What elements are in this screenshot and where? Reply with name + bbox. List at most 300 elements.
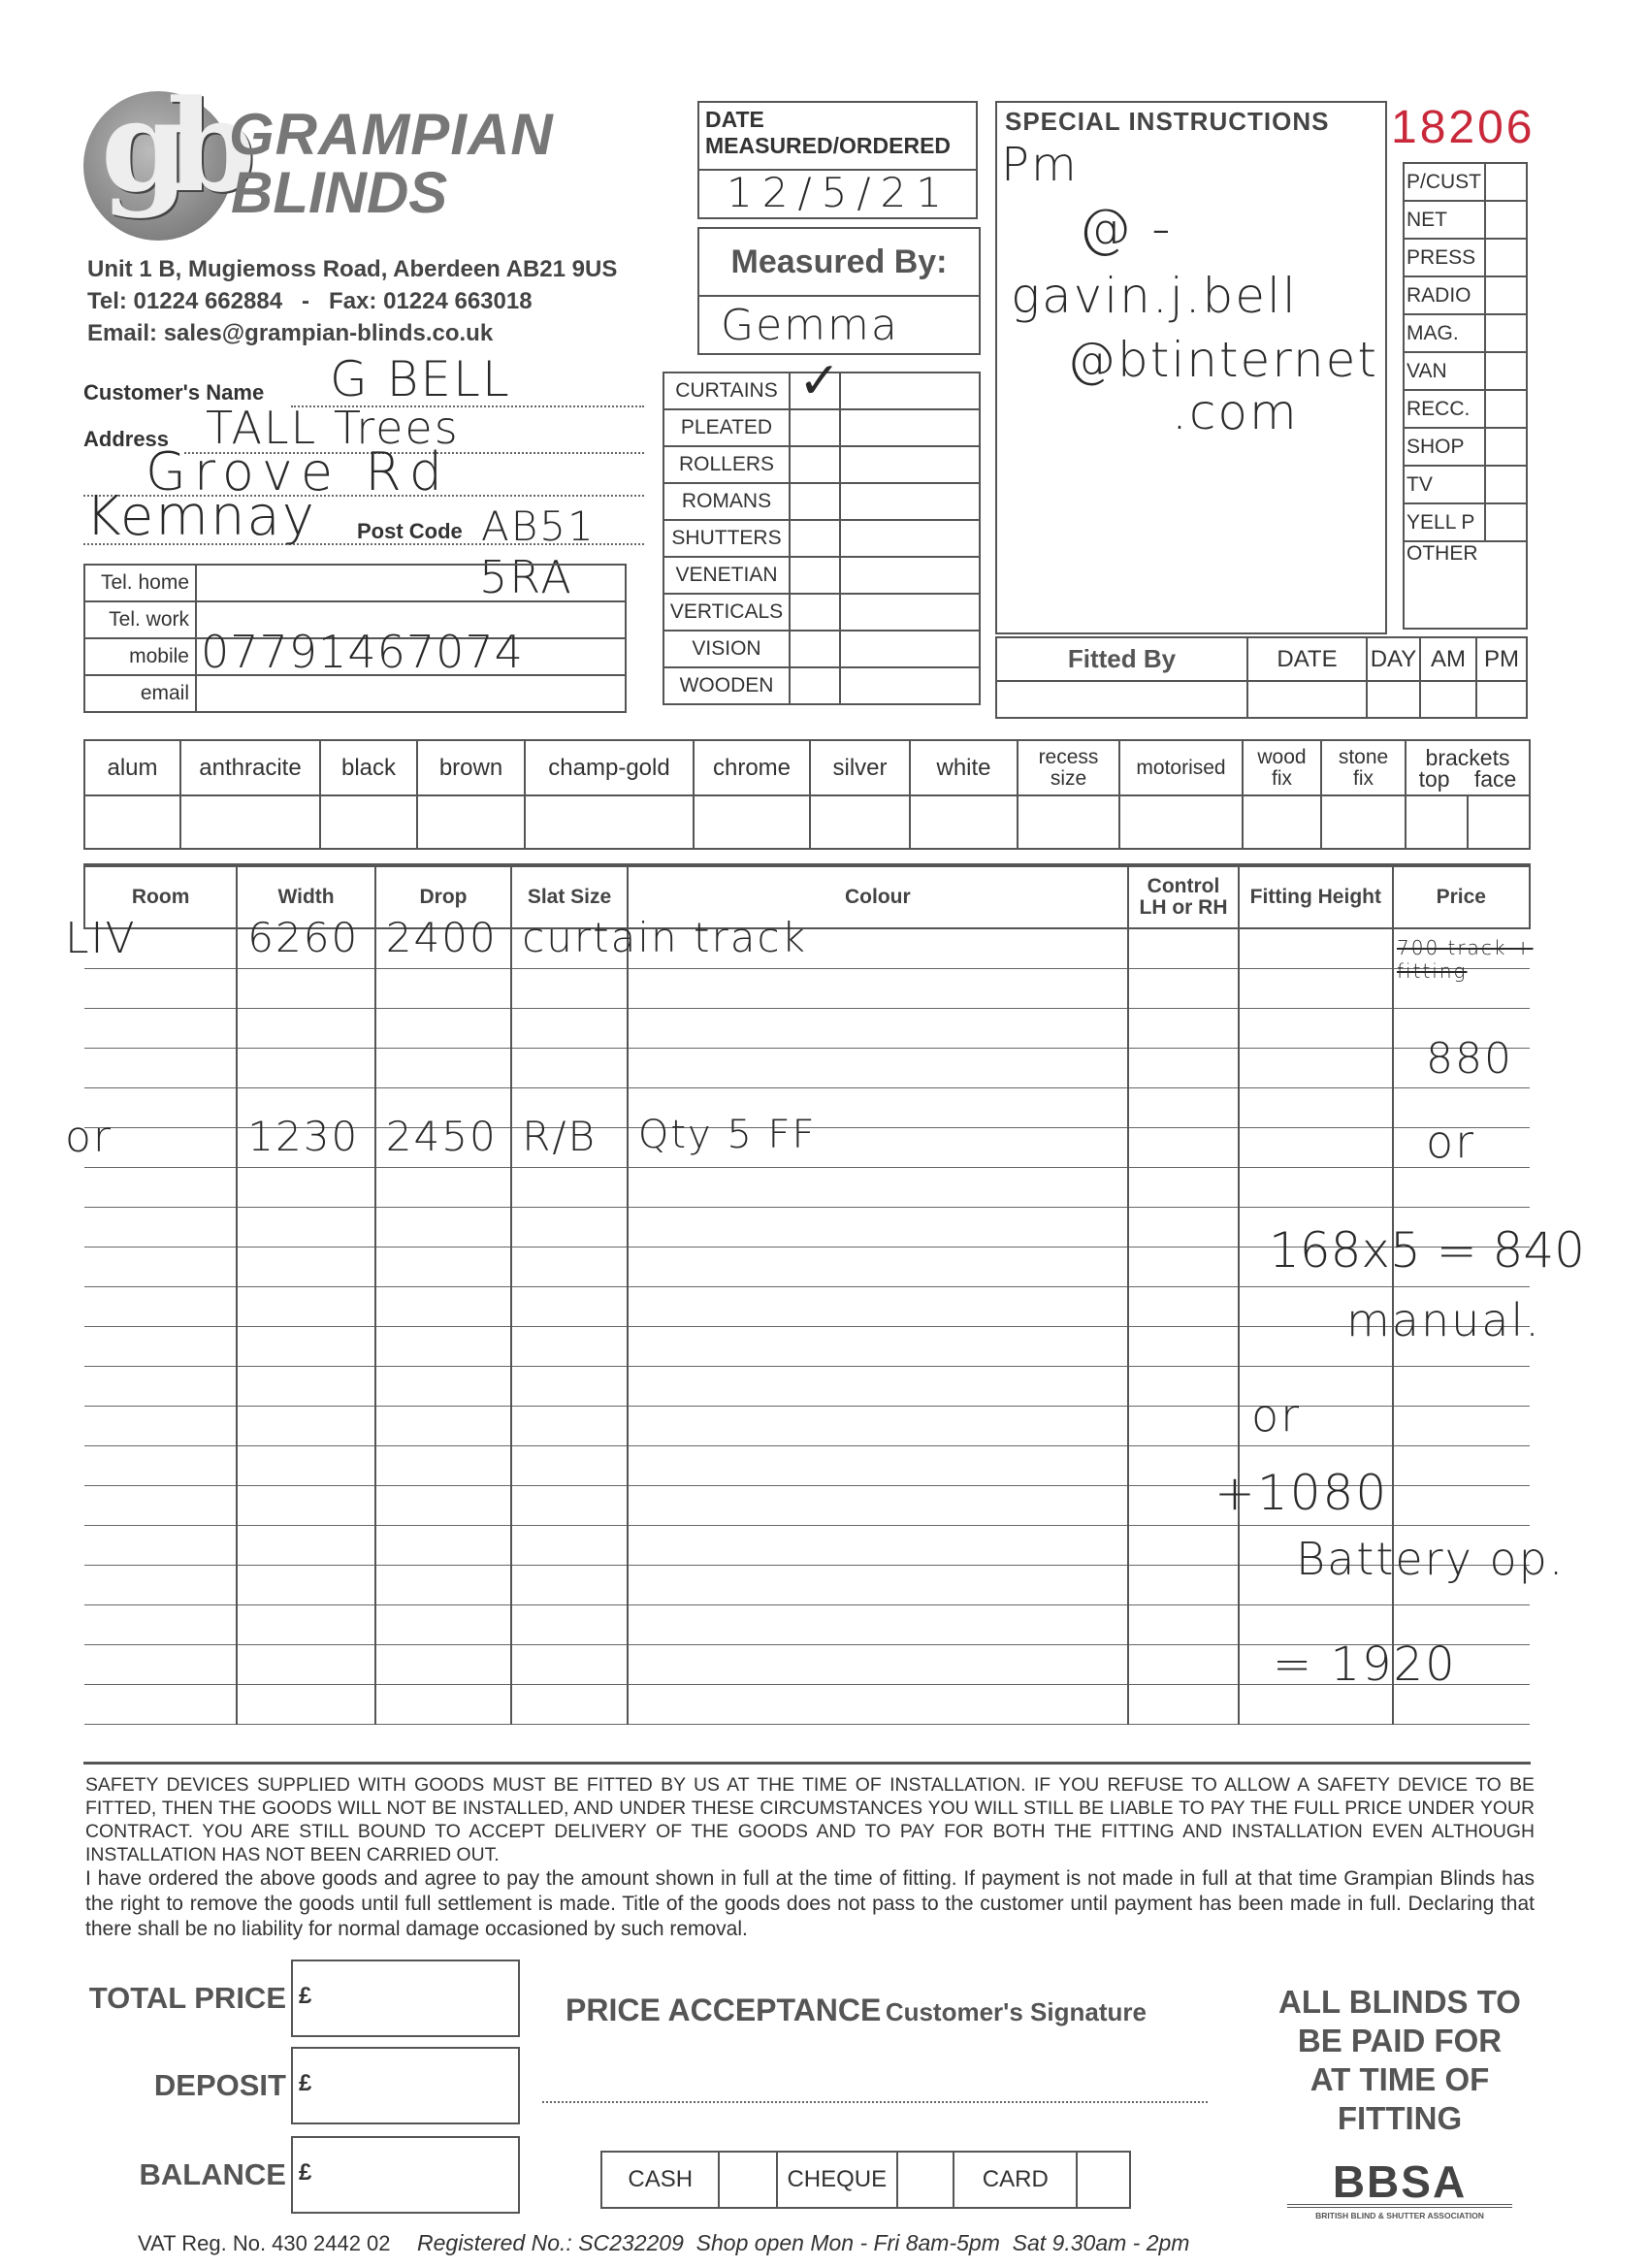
table-cell[interactable] — [84, 1445, 237, 1485]
option-field[interactable] — [84, 795, 180, 849]
table-cell[interactable] — [237, 1485, 375, 1525]
table-cell[interactable] — [375, 1286, 511, 1326]
payment-method-text: CHEQUE — [787, 2166, 888, 2192]
source-label — [1404, 390, 1485, 428]
table-cell[interactable] — [84, 1048, 237, 1087]
table-row — [84, 1167, 1530, 1207]
table-cell[interactable] — [375, 1366, 511, 1406]
table-cell[interactable] — [511, 914, 807, 968]
option-field[interactable] — [1018, 795, 1119, 849]
table-cell[interactable] — [84, 1326, 237, 1366]
table-cell[interactable] — [628, 1485, 1128, 1525]
table-cell[interactable] — [628, 1644, 1128, 1684]
product-notes-field[interactable] — [840, 409, 980, 446]
table-cell[interactable] — [1128, 928, 1239, 968]
table-cell[interactable] — [237, 1286, 375, 1326]
table-cell[interactable] — [84, 1644, 237, 1684]
table-cell[interactable] — [237, 1565, 375, 1604]
option-field[interactable] — [1406, 795, 1468, 849]
table-cell[interactable] — [511, 1048, 628, 1087]
bbsa-subtitle: BRITISH BLIND & SHUTTER ASSOCIATION — [1315, 2211, 1484, 2220]
contact-label — [84, 565, 196, 601]
cell-value: LIV — [65, 914, 137, 963]
table-cell[interactable] — [1239, 1127, 1392, 1167]
product-label-text: VISION — [692, 637, 761, 660]
table-cell[interactable] — [375, 1525, 511, 1565]
option-label — [1243, 740, 1321, 795]
table-cell[interactable] — [237, 1684, 375, 1724]
cell-value: R/B — [522, 1112, 598, 1160]
table-cell[interactable] — [375, 968, 511, 1008]
registered-number: Registered No.: SC232209 Shop open Mon - Fri 8am-5pm Sat 9.30am - 2pm — [417, 2230, 1190, 2255]
product-notes-field[interactable] — [840, 520, 980, 557]
customer-name[interactable]: G BELL — [330, 351, 511, 407]
total-field[interactable] — [291, 2136, 520, 2214]
table-cell[interactable] — [1393, 1445, 1530, 1485]
option-label — [180, 740, 320, 795]
table-cell[interactable] — [511, 1565, 628, 1604]
date-value-cell[interactable] — [698, 170, 977, 218]
table-cell[interactable] — [511, 1112, 628, 1167]
product-row — [663, 667, 980, 704]
payment-method-checkbox[interactable] — [1077, 2152, 1130, 2208]
option-field[interactable] — [694, 795, 810, 849]
table-cell[interactable] — [511, 1525, 628, 1565]
table-cell[interactable] — [1128, 1604, 1239, 1644]
address-line-3-value[interactable]: Kemnay — [85, 485, 316, 548]
cell-value: or — [65, 1112, 113, 1162]
contact-field[interactable] — [196, 626, 626, 678]
product-label-text: WOODEN — [679, 674, 774, 697]
table-row — [84, 1366, 1530, 1406]
table-cell[interactable] — [375, 1167, 511, 1207]
option-label-text: champ-gold — [548, 754, 670, 781]
option-field[interactable] — [1243, 795, 1321, 849]
table-cell[interactable] — [84, 1604, 237, 1644]
instruction-line-1: Pm — [1001, 138, 1079, 192]
source-label — [1404, 163, 1485, 201]
table-cell[interactable] — [511, 1644, 628, 1684]
source-label-text: YELL P — [1406, 510, 1475, 534]
table-cell[interactable] — [511, 968, 628, 1008]
option-label-text: chrome — [712, 754, 792, 781]
table-cell[interactable] — [1128, 1644, 1239, 1684]
table-cell[interactable] — [628, 1286, 1128, 1326]
table-cell[interactable] — [1239, 1087, 1392, 1127]
source-row — [1404, 314, 1527, 352]
table-cell[interactable] — [628, 1167, 1128, 1207]
table-cell[interactable] — [1393, 1406, 1530, 1445]
table-cell[interactable] — [1393, 1167, 1530, 1207]
cell-value: 2450 — [385, 1112, 498, 1160]
column-header-text: Colour — [845, 886, 911, 908]
notice-line-1: ALL BLINDS TO — [1278, 1984, 1521, 2020]
column-header-text: Control LH or RH — [1139, 875, 1228, 919]
table-cell[interactable] — [1239, 1167, 1392, 1207]
table-cell[interactable] — [237, 1247, 375, 1286]
payment-method-checkbox[interactable] — [897, 2152, 954, 2208]
table-cell[interactable] — [628, 1565, 1128, 1604]
table-row — [84, 1048, 1530, 1087]
source-checkbox[interactable] — [1485, 466, 1527, 503]
option-label — [525, 740, 694, 795]
table-cell[interactable] — [1128, 1366, 1239, 1406]
table-cell[interactable] — [237, 1048, 375, 1087]
table-cell[interactable] — [84, 1684, 237, 1724]
source-table — [1403, 162, 1528, 630]
source-label-text: TV — [1406, 472, 1433, 496]
table-cell[interactable] — [628, 1112, 1128, 1167]
table-cell[interactable] — [511, 1485, 628, 1525]
table-cell[interactable] — [237, 1167, 375, 1207]
table-cell[interactable] — [628, 1048, 1128, 1087]
payment-method-label — [777, 2152, 897, 2208]
product-label — [663, 557, 790, 594]
table-cell[interactable] — [628, 1445, 1128, 1485]
table-cell[interactable] — [628, 1525, 1128, 1565]
total-label: DEPOSIT — [153, 2068, 286, 2102]
contact-label-text: mobile — [129, 645, 189, 667]
payment-method-text: CARD — [982, 2166, 1049, 2192]
source-row — [1404, 163, 1527, 201]
brackets-face-label: face — [1473, 765, 1517, 792]
options-table — [83, 739, 1531, 850]
option-field[interactable] — [810, 795, 910, 849]
source-checkbox[interactable] — [1485, 201, 1527, 239]
postcode-line-2[interactable]: 5RA — [479, 551, 573, 603]
table-cell[interactable] — [375, 914, 511, 968]
table-cell[interactable] — [628, 968, 1128, 1008]
product-checkbox[interactable] — [790, 483, 840, 520]
table-cell[interactable] — [628, 1247, 1128, 1286]
product-checkbox[interactable] — [790, 409, 840, 446]
table-cell[interactable] — [375, 1684, 511, 1724]
table-row — [84, 1008, 1530, 1048]
table-cell[interactable] — [237, 1604, 375, 1644]
payment-method-label — [954, 2152, 1077, 2208]
source-label — [1404, 314, 1485, 352]
option-label-text: alum — [107, 754, 158, 781]
am-label-cell — [1420, 637, 1476, 681]
table-cell[interactable] — [375, 1485, 511, 1525]
table-cell[interactable] — [65, 914, 237, 968]
table-cell[interactable] — [84, 1008, 237, 1048]
table-cell[interactable] — [375, 1008, 511, 1048]
option-field[interactable] — [180, 795, 320, 849]
source-label-text: NET — [1406, 208, 1447, 231]
pm-field[interactable] — [1476, 681, 1527, 718]
product-checkbox[interactable] — [790, 557, 840, 594]
price-note-crossed: 700 track + fitting — [1397, 936, 1534, 983]
fitted-date-label-cell — [1247, 637, 1367, 681]
product-notes-field[interactable] — [840, 483, 980, 520]
table-cell[interactable] — [511, 1604, 628, 1644]
table-cell[interactable] — [511, 1366, 628, 1406]
date-label-1: DATE — [705, 107, 764, 132]
address-label: Address — [83, 427, 170, 451]
table-cell[interactable] — [1393, 1485, 1530, 1525]
option-field[interactable] — [910, 795, 1018, 849]
table-cell[interactable] — [1239, 968, 1392, 1008]
table-row — [84, 968, 1530, 1008]
table-cell[interactable] — [84, 968, 237, 1008]
table-cell[interactable] — [65, 1112, 237, 1167]
fitted-by-label-cell — [996, 637, 1247, 681]
check-mark-icon: ✓ — [798, 352, 843, 410]
instruction-line-4: @btinternet — [1067, 332, 1379, 388]
source-row — [1404, 201, 1527, 239]
measured-by-label: Measured By: — [730, 243, 948, 280]
contact-label-text: Tel. work — [109, 608, 189, 631]
table-cell[interactable] — [84, 1366, 237, 1406]
payment-method-checkbox[interactable] — [719, 2152, 776, 2208]
table-cell[interactable] — [1239, 1008, 1392, 1048]
option-field[interactable] — [1321, 795, 1406, 849]
payment-notice — [1245, 1983, 1555, 2138]
table-cell[interactable] — [511, 1684, 628, 1724]
table-cell[interactable] — [84, 1207, 237, 1247]
table-cell[interactable] — [237, 1326, 375, 1366]
table-cell[interactable] — [237, 1112, 375, 1167]
table-cell[interactable] — [628, 1684, 1128, 1724]
option-label-text: silver — [832, 754, 888, 781]
source-label — [1404, 201, 1485, 239]
option-field[interactable] — [1468, 795, 1530, 849]
table-cell[interactable] — [511, 1286, 628, 1326]
address-line-1-value[interactable]: TALL Trees — [206, 402, 460, 454]
table-cell[interactable] — [511, 1207, 628, 1247]
table-cell[interactable] — [511, 1167, 628, 1207]
source-checkbox[interactable] — [1485, 163, 1527, 201]
option-label-text: black — [340, 754, 397, 781]
special-instructions-title: SPECIAL INSTRUCTIONS — [1005, 107, 1330, 136]
source-row — [1404, 541, 1527, 629]
table-cell[interactable] — [375, 1445, 511, 1485]
product-label — [663, 631, 790, 667]
table-cell[interactable] — [84, 1286, 237, 1326]
postcode-line-1[interactable]: AB51 — [481, 502, 596, 550]
table-cell[interactable] — [84, 1565, 237, 1604]
table-cell[interactable] — [1128, 1406, 1239, 1445]
special-instructions-box[interactable] — [995, 101, 1387, 634]
price-note-840: 168x5 = 840 — [1269, 1222, 1585, 1279]
price-acceptance-title: PRICE ACCEPTANCE — [566, 1993, 882, 2027]
product-notes-field[interactable] — [840, 631, 980, 667]
product-checkbox[interactable] — [790, 594, 840, 631]
order-table-bottom-rule — [83, 1762, 1531, 1765]
product-label-text: CURTAINS — [675, 379, 778, 402]
signature-line[interactable] — [542, 2101, 1208, 2103]
total-field[interactable] — [291, 2047, 520, 2124]
table-cell[interactable] — [375, 1406, 511, 1445]
product-checkbox[interactable] — [790, 446, 840, 483]
product-notes-field[interactable] — [840, 373, 980, 409]
table-cell[interactable] — [1128, 1247, 1239, 1286]
address-line-2-value[interactable]: Grove Rd — [146, 441, 451, 502]
table-cell[interactable] — [1128, 1684, 1239, 1724]
table-cell[interactable] — [375, 1604, 511, 1644]
table-cell[interactable] — [628, 1406, 1128, 1445]
product-checkbox[interactable] — [790, 667, 840, 704]
option-field[interactable] — [1119, 795, 1243, 849]
measured-by-box — [697, 227, 981, 355]
pound-sign: £ — [299, 2159, 312, 2186]
table-cell[interactable] — [375, 1112, 511, 1167]
product-label-text: SHUTTERS — [671, 527, 782, 549]
source-row — [1404, 239, 1527, 276]
table-cell[interactable] — [1128, 1326, 1239, 1366]
table-cell[interactable] — [628, 1207, 1128, 1247]
product-checkbox[interactable] — [790, 352, 843, 410]
table-cell[interactable] — [375, 1326, 511, 1366]
product-label — [663, 446, 790, 483]
table-cell[interactable] — [628, 928, 1128, 968]
table-cell[interactable] — [84, 1485, 237, 1525]
table-cell[interactable] — [511, 1445, 628, 1485]
fitted-by-field[interactable] — [996, 681, 1247, 718]
table-cell[interactable] — [237, 1445, 375, 1485]
table-cell[interactable] — [84, 1247, 237, 1286]
day-field[interactable] — [1367, 681, 1420, 718]
brackets-top-label: top — [1418, 765, 1450, 792]
table-cell[interactable] — [375, 1048, 511, 1087]
product-checkbox[interactable] — [790, 520, 840, 557]
table-cell[interactable] — [628, 1008, 1128, 1048]
price-note-880: 880 — [1426, 1034, 1513, 1084]
table-cell[interactable] — [237, 968, 375, 1008]
source-checkbox[interactable] — [1485, 314, 1527, 352]
table-cell[interactable] — [237, 1525, 375, 1565]
product-notes-field[interactable] — [840, 446, 980, 483]
product-row — [663, 373, 980, 409]
table-cell[interactable] — [1128, 1525, 1239, 1565]
option-label — [417, 740, 525, 795]
brackets-label-text: brackets — [1425, 744, 1510, 770]
option-label — [910, 740, 1018, 795]
table-row — [84, 1127, 1530, 1167]
table-cell[interactable] — [628, 1326, 1128, 1366]
source-label-text: OTHER — [1406, 542, 1478, 565]
cell-value: 6260 — [247, 914, 360, 961]
source-checkbox[interactable] — [1485, 352, 1527, 390]
contact-label — [84, 638, 196, 675]
product-notes-field[interactable] — [840, 557, 980, 594]
source-checkbox[interactable] — [1485, 390, 1527, 428]
table-cell[interactable] — [84, 1406, 237, 1445]
table-cell[interactable] — [1128, 1167, 1239, 1207]
table-cell[interactable] — [1128, 1286, 1239, 1326]
table-cell[interactable] — [375, 1207, 511, 1247]
notice-line-3: AT TIME OF — [1310, 2061, 1490, 2097]
column-header — [1128, 865, 1239, 928]
table-cell[interactable] — [375, 1644, 511, 1684]
table-cell[interactable] — [1128, 1565, 1239, 1604]
fitted-by-label: Fitted By — [1067, 644, 1177, 673]
table-cell[interactable] — [237, 1406, 375, 1445]
table-cell[interactable] — [511, 1406, 628, 1445]
source-label-text: MAG. — [1406, 321, 1459, 344]
table-cell[interactable] — [628, 1604, 1128, 1644]
contact-label — [84, 601, 196, 638]
option-label-text: recess size — [1038, 745, 1099, 790]
table-cell[interactable] — [1128, 1008, 1239, 1048]
table-row — [84, 928, 1530, 968]
fitted-date-field[interactable] — [1247, 681, 1367, 718]
contact-row — [84, 638, 626, 675]
source-checkbox[interactable] — [1485, 428, 1527, 466]
contact-row — [84, 675, 626, 712]
table-cell[interactable] — [1128, 1207, 1239, 1247]
table-cell[interactable] — [237, 1366, 375, 1406]
column-header-text: Price — [1436, 886, 1486, 908]
company-name-1: GRAMPIAN — [229, 102, 554, 167]
option-field[interactable] — [417, 795, 525, 849]
table-cell[interactable] — [237, 914, 375, 968]
table-cell[interactable] — [237, 1008, 375, 1048]
table-cell[interactable] — [375, 1565, 511, 1604]
product-label — [663, 409, 790, 446]
measured-by-value-cell[interactable] — [698, 296, 980, 354]
table-cell[interactable] — [511, 1326, 628, 1366]
total-field[interactable] — [291, 1960, 520, 2037]
source-row — [1404, 390, 1527, 428]
option-label — [84, 740, 180, 795]
table-cell[interactable] — [511, 1247, 628, 1286]
total-label: BALANCE — [139, 2157, 286, 2191]
table-cell[interactable] — [1128, 1048, 1239, 1087]
source-row — [1404, 352, 1527, 390]
product-label-text: ROLLERS — [678, 453, 775, 475]
table-cell[interactable] — [1239, 928, 1392, 968]
table-cell[interactable] — [1128, 1127, 1239, 1167]
source-checkbox[interactable] — [1485, 503, 1527, 541]
product-label — [663, 667, 790, 704]
am-field[interactable] — [1420, 681, 1476, 718]
table-cell[interactable] — [511, 1008, 628, 1048]
product-notes-field[interactable] — [840, 594, 980, 631]
option-field[interactable] — [525, 795, 694, 849]
option-field[interactable] — [320, 795, 417, 849]
table-cell[interactable] — [375, 1247, 511, 1286]
product-label — [663, 520, 790, 557]
table-cell[interactable] — [1128, 968, 1239, 1008]
product-checkbox[interactable] — [790, 631, 840, 667]
cell-value: 1230 — [247, 1112, 360, 1160]
logo-letters: gb — [101, 72, 235, 220]
table-cell[interactable] — [628, 1366, 1128, 1406]
option-label — [1119, 740, 1243, 795]
contact-field[interactable] — [196, 565, 626, 601]
table-cell[interactable] — [1239, 1048, 1392, 1087]
cell-value: curtain track — [522, 914, 807, 961]
table-cell[interactable] — [237, 1644, 375, 1684]
source-label-text: VAN — [1406, 359, 1447, 382]
table-cell[interactable] — [1393, 1366, 1530, 1406]
source-checkbox[interactable] — [1485, 239, 1527, 276]
am-label: AM — [1431, 645, 1466, 672]
table-cell[interactable] — [84, 1525, 237, 1565]
table-cell[interactable] — [84, 1167, 237, 1207]
table-cell[interactable] — [1128, 1087, 1239, 1127]
table-row — [84, 1286, 1530, 1326]
product-notes-field[interactable] — [840, 667, 980, 704]
source-label-text: PRESS — [1406, 245, 1476, 269]
bbsa-logo-text: BBSA — [1287, 2159, 1512, 2208]
source-label — [1404, 466, 1485, 503]
source-checkbox[interactable] — [1485, 276, 1527, 314]
contact-field[interactable] — [196, 675, 626, 712]
table-cell[interactable] — [237, 1207, 375, 1247]
